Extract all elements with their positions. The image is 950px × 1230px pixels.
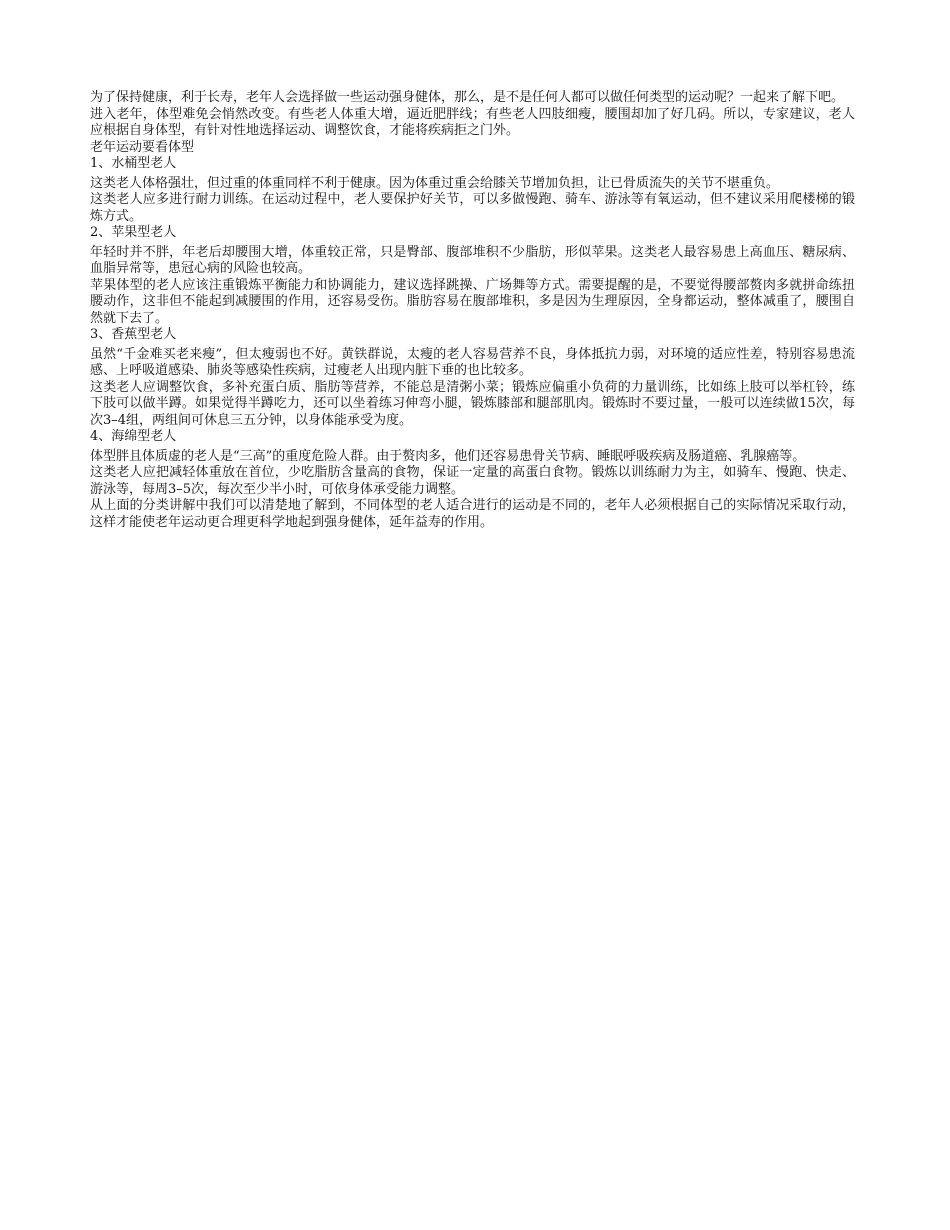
- body-paragraph-body-shape-change: 进入老年，体型难免会悄然改变。有些老人体重大增，逼近肥胖线；有些老人四肢细瘦，腰围却加了好几码。所以，专家建议，老人应根据自身体型，有针对性地选择运动、调整饮食，才能将疾病拒之门外。: [90, 106, 855, 138]
- body-paragraph-bucket-1: 这类老人体格强壮，但过重的体重同样不利于健康。因为体重过重会给膝关节增加负担，让已骨质流失的关节不堪重负。: [90, 175, 780, 191]
- body-paragraph-sponge-2: 这类老人应把减轻体重放在首位，少吃脂肪含量高的食物，保证一定量的高蛋白食物。锻炼以训练耐力为主，如骑车、慢跑、快走、游泳等，每周3–5次，每次至少半小时，可依身体承受能力调整。: [90, 465, 855, 497]
- body-paragraph-sponge-1: 体型胖且体质虚的老人是“三高”的重度危险人群。由于赘肉多，他们还容易患骨关节病、睡眠呼吸疾病及肠道癌、乳腺癌等。: [90, 448, 806, 464]
- intro-paragraph: 为了保持健康，利于长寿，老年人会选择做一些运动强身健体，那么，是不是任何人都可以做任何类型的运动呢？一起来了解下吧。: [90, 90, 845, 105]
- conclusion-paragraph: 从上面的分类讲解中我们可以清楚地了解到，不同体型的老人适合进行的运动是不同的，老年人必须根据自己的实际情况采取行动，这样才能使老年运动更合理更科学地起到强身健体，延年益寿的作用。: [90, 498, 855, 530]
- subheading-banana-type: 3、香蕉型老人: [90, 327, 177, 342]
- section-heading-exercise-by-body-type: 老年运动要看体型: [90, 139, 195, 155]
- subheading-sponge-type: 4、海绵型老人: [90, 429, 177, 444]
- body-paragraph-banana-1: 虽然“千金难买老来瘦”，但太瘦弱也不好。黄铁群说，太瘦的老人容易营养不良，身体抵抗力弱，对环境的适应性差，特别容易患流感、上呼吸道感染、肺炎等感染性疾病，过瘦老人出现内脏下垂的也比较多。: [90, 346, 855, 378]
- body-paragraph-apple-1: 年轻时并不胖，年老后却腰围大增，体重较正常，只是臀部、腹部堆积不少脂肪，形似苹果。这类老人最容易患上高血压、糖尿病、血脂异常等，患冠心病的风险也较高。: [90, 244, 855, 276]
- body-paragraph-apple-2: 苹果体型的老人应该注重锻炼平衡能力和协调能力，建议选择跳操、广场舞等方式。需要提醒的是，不要觉得腰部赘肉多就拼命练扭腰动作，这非但不能起到减腰围的作用，还容易受伤。脂肪容易在腹部堆积，多是因为生理原因，全身都运动，整体减重了，腰围自然就下去了。: [90, 277, 855, 326]
- body-paragraph-bucket-2: 这类老人应多进行耐力训练。在运动过程中，老人要保护好关节，可以多做慢跑、骑车、游泳等有氧运动，但不建议采用爬楼梯的锻炼方式。: [90, 192, 855, 224]
- subheading-bucket-type: 1、水桶型老人: [90, 156, 177, 171]
- subheading-apple-type: 2、苹果型老人: [90, 225, 177, 240]
- body-paragraph-banana-2: 这类老人应调整饮食，多补充蛋白质、脂肪等营养，不能总是清粥小菜；锻炼应偏重小负荷的力量训练，比如练上肢可以举杠铃，练下肢可以做半蹲。如果觉得半蹲吃力，还可以坐着练习伸弯小腿，锻炼膝部和腿部肌肉。锻炼时不要过量，一般可以连续做15次，每次3–4组，两组间可休息三五分钟，以身体能承受为度。: [90, 379, 855, 428]
- article-body: [90, 90, 855, 531]
